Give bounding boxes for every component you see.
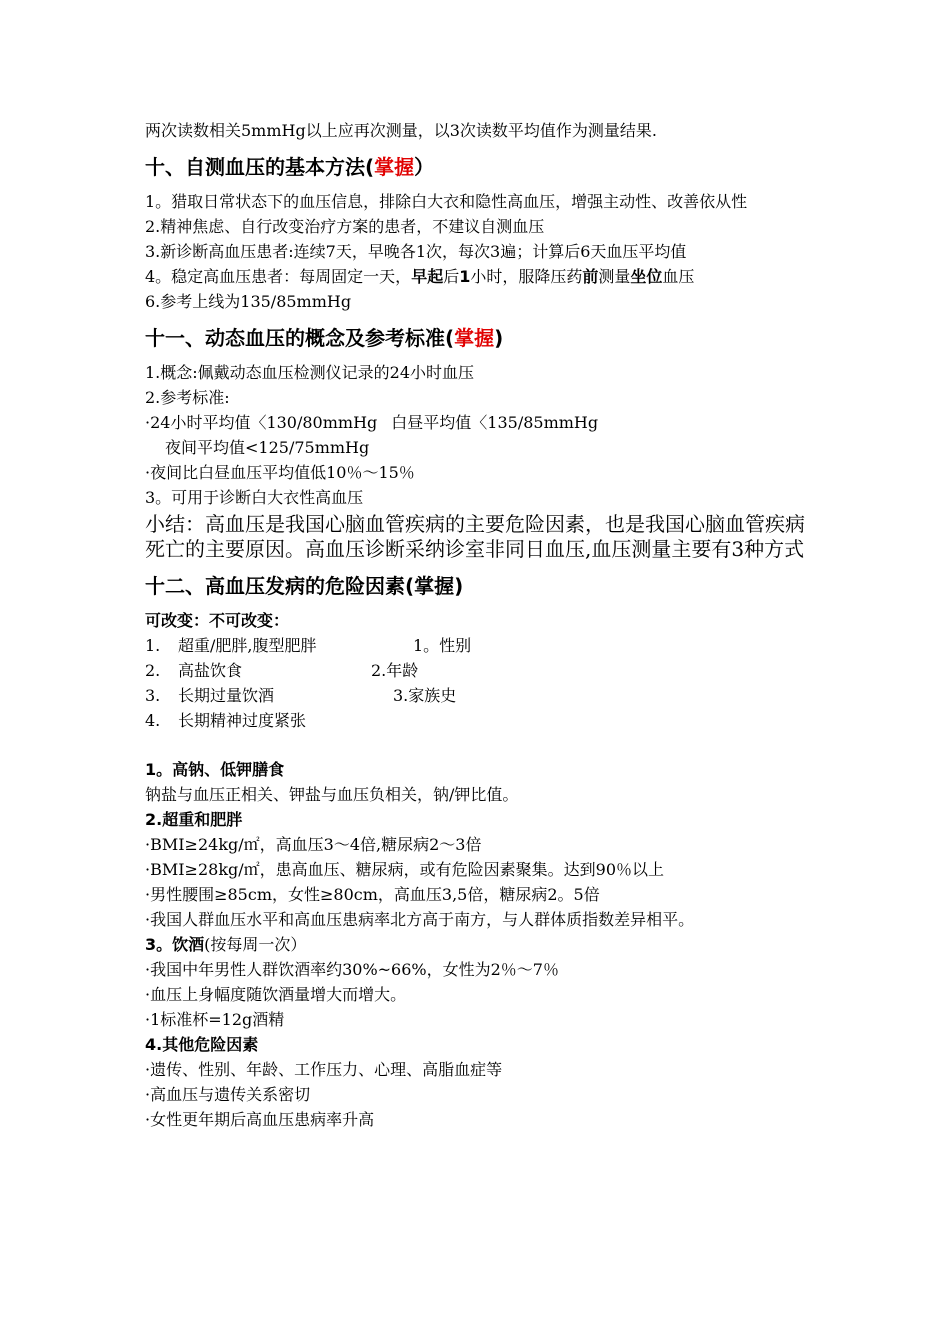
s11-item-1: 1.概念:佩戴动态血压检测仪记录的24小时血压: [145, 363, 475, 382]
s11-item-3: 3。可用于诊断白大衣性高血压: [145, 488, 364, 507]
section-12-heading: 十二、高血压发病的危险因素(掌握): [145, 574, 464, 598]
intro-line: 两次读数相关5mmHg以上应再次测量，以3次读数平均值作为测量结果.: [145, 121, 657, 140]
factor-row-3: 3. 长期过量饮酒 3.家族史: [145, 686, 457, 705]
factor-4-line-1: ·遗传、性别、年龄、工作压力、心理、高脂血症等: [145, 1060, 503, 1079]
factor-2-title: 2.超重和肥胖: [145, 810, 243, 829]
factor-2-line-2: ·BMI≥28kg/㎡，患高血压、糖尿病，或有危险因素聚集。达到90％以上: [145, 860, 665, 879]
factor-row-4: 4. 长期精神过度紧张: [145, 711, 307, 730]
factor-3-line-1: ·我国中年男性人群饮酒率约30%~66%，女性为2％～7％: [145, 960, 559, 979]
factor-2-line-1: ·BMI≥24kg/㎡，高血压3～4倍,糖尿病2～3倍: [145, 835, 482, 854]
s11-item-2a: ·24小时平均值〈130/80mmHg 白昼平均值〈135/85mmHg: [145, 413, 599, 432]
factors-header: 可改变：不可改变：: [145, 611, 290, 630]
factor-3-line-3: ·1标准杯=12g酒精: [145, 1010, 285, 1029]
s10-item-2: 2.精神焦虑、自行改变治疗方案的患者，不建议自测血压: [145, 217, 545, 236]
s10-item-3: 3.新诊断高血压患者:连续7天，早晚各1次，每次3遍；计算后6天血压平均值: [145, 242, 687, 261]
section-10-heading: 十、自测血压的基本方法(掌握）: [145, 155, 435, 179]
section-11-heading: 十一、动态血压的概念及参考标准(掌握): [145, 326, 504, 350]
highlight-master: 掌握: [374, 155, 415, 179]
factor-2-line-4: ·我国人群血压水平和高血压患病率北方高于南方，与人群体质指数差异相平。: [145, 910, 695, 929]
factor-1-title: 1。高钠、低钾膳食: [145, 760, 285, 779]
factor-4-title: 4.其他危险因素: [145, 1035, 259, 1054]
s11-item-2c: ·夜间比白昼血压平均值低10％～15％: [145, 463, 415, 482]
factor-row-1: 1. 超重/肥胖,腹型肥胖 1。性别: [145, 636, 472, 655]
factor-4-line-3: ·女性更年期后高血压患病率升高: [145, 1110, 375, 1129]
factor-2-line-3: ·男性腰围≥85cm，女性≥80cm，高血压3,5倍，糖尿病2。5倍: [145, 885, 600, 904]
s10-item-1: 1。猎取日常状态下的血压信息，排除白大衣和隐性高血压，增强主动性、改善依从性: [145, 192, 748, 211]
factor-3-title: 3。饮酒(按每周一次）: [145, 935, 307, 954]
factor-4-line-2: ·高血压与遗传关系密切: [145, 1085, 311, 1104]
s11-item-2b: 夜间平均值<125/75mmHg: [165, 438, 370, 457]
highlight-master: 掌握: [454, 326, 495, 350]
s10-item-4: 4。稳定高血压患者：每周固定一天，早起后1小时，服降压药前测量坐位血压: [145, 267, 695, 286]
factor-row-2: 2. 高盐饮食 2.年龄: [145, 661, 419, 680]
document-page: [145, 118, 815, 1132]
factor-1-text: 钠盐与血压正相关、钾盐与血压负相关，钠/钾比值。: [145, 785, 519, 804]
s10-item-6: 6.参考上线为135/85mmHg: [145, 292, 352, 311]
summary-paragraph: 小结：高血压是我国心脑血管疾病的主要危险因素，也是我国心脑血管疾病死亡的主要原因。高血压诊断采纳诊室非同日血压,血压测量主要有3种方式: [145, 512, 805, 561]
s11-item-2: 2.参考标准:: [145, 388, 230, 407]
factor-3-line-2: ·血压上身幅度随饮酒量增大而增大。: [145, 985, 407, 1004]
